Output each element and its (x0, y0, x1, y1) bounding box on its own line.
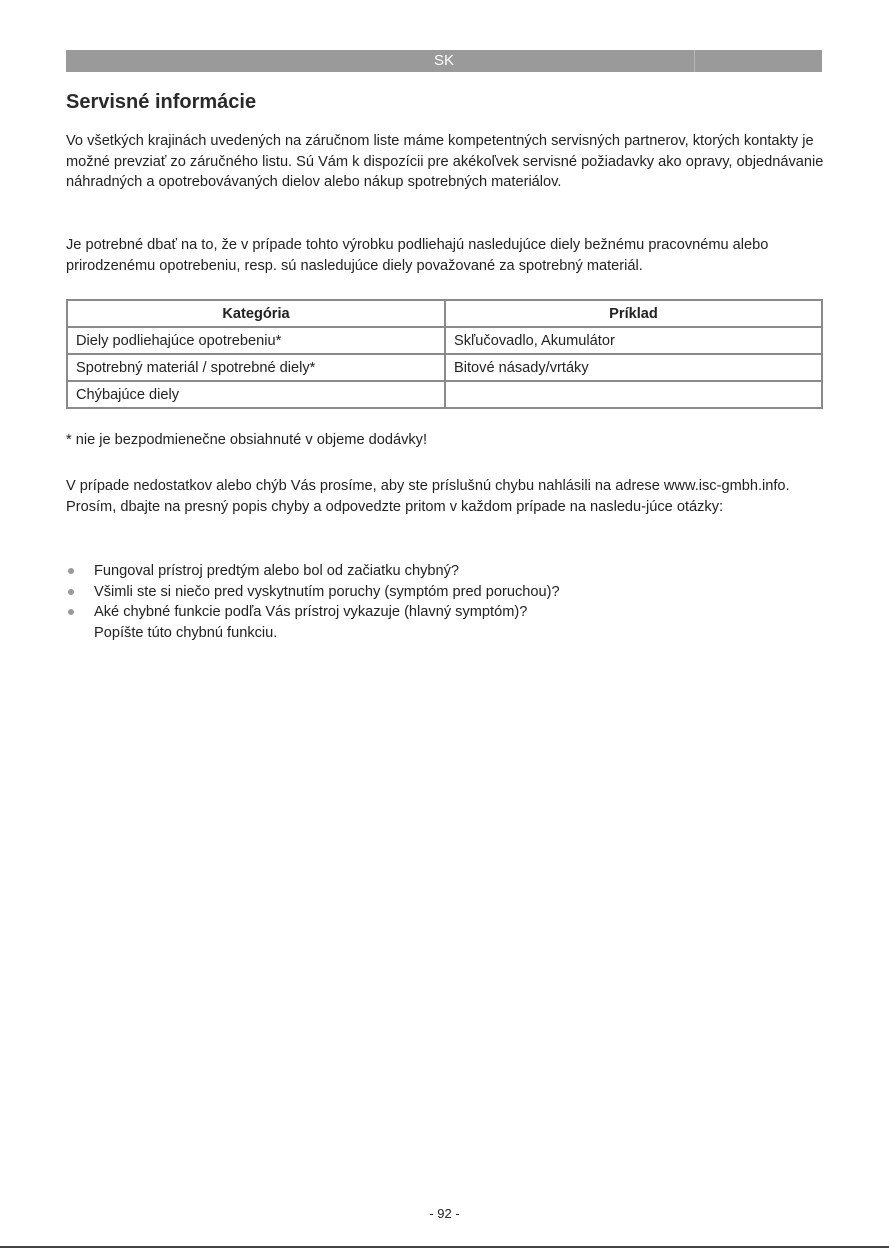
table-cell-category: Spotrebný materiál / spotrebné diely* (67, 354, 445, 381)
header-example: Príklad (445, 300, 822, 327)
question-text: Fungoval prístroj predtým alebo bol od začiatku chybný? (94, 563, 460, 579)
table-row (67, 381, 822, 408)
table-header-row (67, 300, 822, 327)
list-item (66, 602, 560, 623)
question-text: Všimli ste si niečo pred vyskytnutím poruchy (symptóm pred poruchou)? (94, 583, 560, 600)
table-cell-category: Diely podliehajúce opotrebeniu* (67, 327, 445, 354)
table-cell-example: Skľučovadlo, Akumulátor (445, 327, 822, 354)
table-cell-category: Chýbajúce diely (67, 381, 445, 408)
language-code: SK (433, 52, 454, 69)
footnote: * nie je bezpodmienečne obsiahnuté v objeme dodávky! (66, 432, 428, 448)
list-item (66, 582, 560, 603)
page-title: Servisné informácie (66, 91, 257, 113)
parts-table (66, 299, 823, 409)
header-category: Kategória (67, 300, 445, 327)
header-divider (694, 50, 695, 72)
question-followup: Popíšte túto chybnú funkciu. (94, 624, 278, 641)
defects-paragraph: V prípade nedostatkov alebo chýb Vás prosíme, aby ste príslušnú chybu nahlásili na adrese www.isc-gmbh.info. Prosím, dbajte na presný popis chyby a odpovedzte pritom v každom prípade na nasledu-júce otázky: (66, 478, 790, 515)
language-header-bar (66, 50, 822, 72)
bottom-divider (0, 1246, 889, 1248)
table-row (67, 327, 822, 354)
table-row (67, 354, 822, 381)
bullet-icon (68, 609, 74, 615)
question-list (66, 561, 560, 643)
table-cell-example: Bitové násady/vrtáky (445, 354, 822, 381)
intro-paragraph: Vo všetkých krajinách uvedených na záručnom liste máme kompetentných servisných partnerov, ktorých kontakty je možné prevziať zo záručného listu. Sú Vám k dispozícii pre akékoľvek servisné požiadavky ako opravy, objednávanie náhradných a opotrebovávaných dielov alebo nákup spotrebných materiálov. (66, 133, 824, 190)
bullet-icon (68, 568, 74, 574)
bullet-icon (68, 589, 74, 595)
page-number: - 92 - (429, 1206, 460, 1221)
wear-paragraph: Je potrebné dbať na to, že v prípade tohto výrobku podliehajú nasledujúce diely bežnému pracovnému alebo prirodzenému opotrebeniu, resp. sú nasledujúce diely považované za spotrebný materiál. (66, 237, 769, 274)
table-cell-example (445, 381, 822, 408)
question-text: Aké chybné funkcie podľa Vás prístroj vykazuje (hlavný symptóm)? (94, 604, 528, 620)
list-item (66, 561, 560, 582)
